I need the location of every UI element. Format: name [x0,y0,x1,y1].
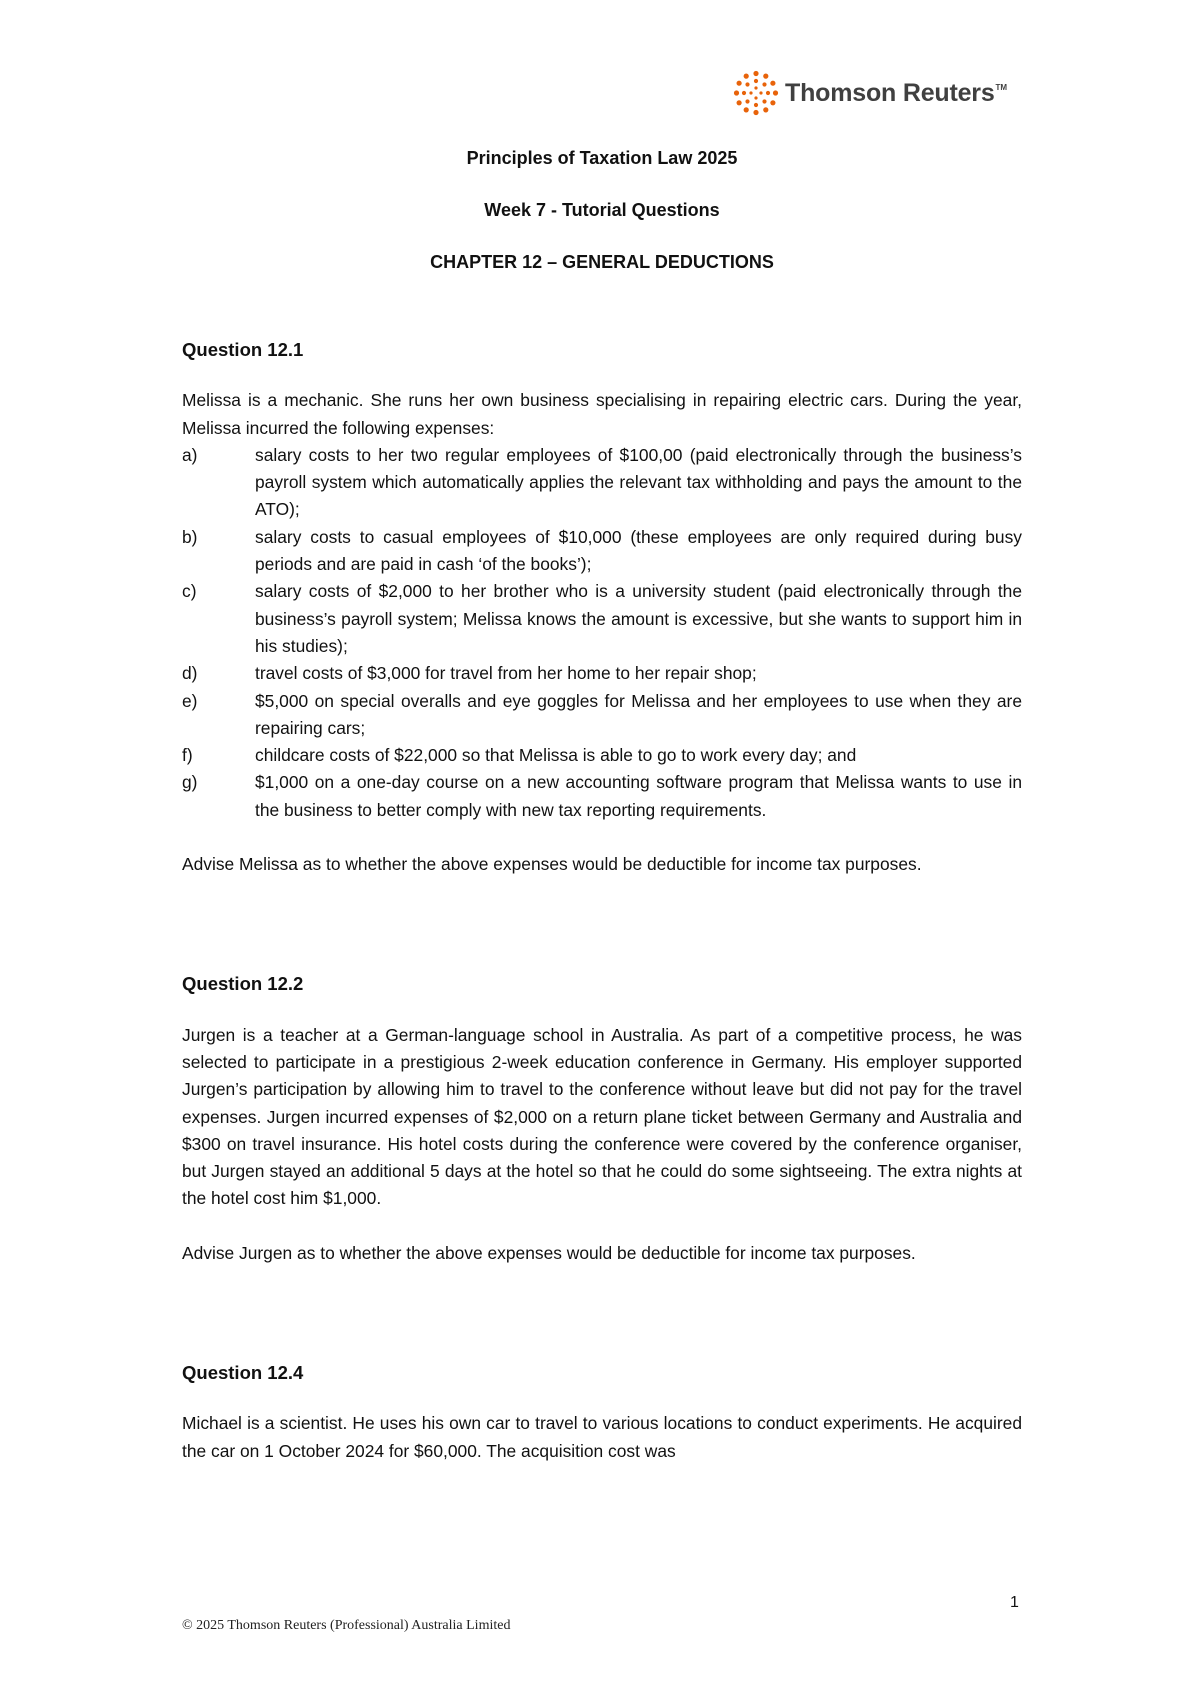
list-item-label: a) [182,444,198,465]
chapter-title: CHAPTER 12 – GENERAL DEDUCTIONS [430,252,774,272]
list-item-text: $1,000 on a one-day course on a new accounting software program that Melissa wants to use in the business to better comply with new tax reporting requirements. [255,772,1022,820]
list-item-label: e) [182,690,198,711]
expense-list [182,442,1022,824]
logo-wordmark: Thomson Reuters [785,78,995,107]
question-heading: Question 12.2 [182,973,304,995]
thomson-reuters-logo [733,70,1007,116]
list-item [182,578,1022,660]
list-item [182,442,1022,524]
thomson-reuters-dot-ring-icon [733,70,779,116]
question-12-4 [182,1359,1022,1465]
list-item-text: $5,000 on special overalls and eye goggles for Melissa and her employees to use when they are repairing cars; [255,690,1022,738]
document-body [182,336,1022,1465]
page-number: 1 [1010,1594,1019,1611]
list-item [182,742,1022,769]
list-item-label: g) [182,772,198,793]
question-heading: Question 12.1 [182,339,304,360]
question-instruction: Advise Melissa as to whether the above expenses would be deductible for income tax purposes. [182,854,922,875]
list-item-label: b) [182,526,198,547]
list-item-label: c) [182,581,197,602]
copyright-footer: © 2025 Thomson Reuters (Professional) Australia Limited [182,1618,511,1633]
list-item-label: f) [182,745,193,766]
question-heading: Question 12.4 [182,1362,304,1384]
list-item-text: salary costs to her two regular employees of $100,00 (paid electronically through the business’s payroll system which automatically applies the relevant tax withholding and pays the amount to the ATO); [255,444,1022,520]
question-instruction: Advise Jurgen as to whether the above expenses would be deductible for income tax purposes. [182,1242,916,1263]
question-body: Michael is a scientist. He uses his own car to travel to various locations to conduct experiments. He acquired the car on 1 October 2024 for $60,000. The acquisition cost was [182,1413,1022,1461]
list-item [182,769,1022,824]
question-body: Jurgen is a teacher at a German-language school in Australia. As part of a competitive process, he was selected to participate in a prestigious 2-week education conference in Germany. His employer supported Jurgen’s participation by allowing him to travel to the conference without leave but did not pay for the travel expenses. Jurgen incurred expenses of $2,000 on a return plane ticket between Germany and Australia and $300 on travel insurance. His hotel costs during the conference were covered by the conference organiser, but Jurgen stayed an additional 5 days at the hotel so that he could do some sightseeing. The extra nights at the hotel cost him $1,000. [182,1024,1022,1209]
question-12-1 [182,336,1022,878]
list-item-text: salary costs of $2,000 to her brother who is a university student (paid electronically through the business’s payroll system; Melissa knows the amount is excessive, but she wants to support him in his studies); [255,581,1022,656]
list-item-label: d) [182,663,198,684]
logo-trademark: TM [995,82,1008,92]
list-item [182,688,1022,743]
list-item-text: childcare costs of $22,000 so that Melissa is able to go to work every day; and [255,745,857,766]
list-item-text: travel costs of $3,000 for travel from her home to her repair shop; [255,663,757,684]
week-title: Week 7 - Tutorial Questions [484,200,720,220]
document-heading [182,148,1022,304]
list-item [182,660,1022,687]
question-intro: Melissa is a mechanic. She runs her own business specialising in repairing electric cars. During the year, Melissa incurred the following expenses: [182,390,1022,438]
list-item-text: salary costs to casual employees of $10,000 (these employees are only required during busy periods and are paid in cash ‘of the books’); [255,526,1022,575]
course-title: Principles of Taxation Law 2025 [466,148,738,168]
list-item [182,524,1022,579]
question-12-2 [182,970,1022,1267]
